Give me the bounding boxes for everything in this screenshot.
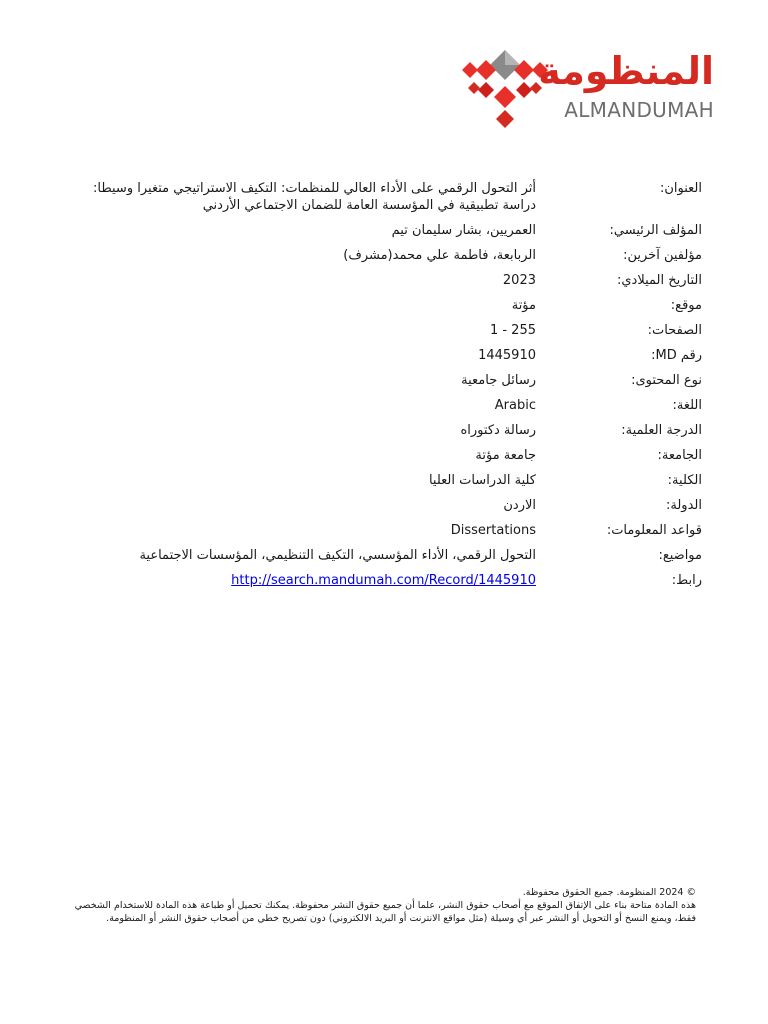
title-label: العنوان: bbox=[659, 181, 702, 196]
record-row-location bbox=[90, 297, 702, 314]
record-row-databases bbox=[90, 522, 702, 539]
record-row-title bbox=[90, 180, 702, 214]
location-value: مؤتة bbox=[511, 298, 536, 313]
link-value-cell bbox=[90, 572, 536, 589]
pages-value: 1 - 255 bbox=[489, 323, 536, 338]
faculty-value: كلية الدراسات العليا bbox=[428, 473, 536, 488]
title-value: أثر التحول الرقمي على الأداء العالي للمنظمات: التكيف الاستراتيجي متغيرا وسيطا: دراسة تطبيقية في المؤسسة العامة للضمان الاجتماعي الأردني bbox=[93, 181, 536, 213]
record-link[interactable]: http://search.mandumah.com/Record/1445910 bbox=[231, 573, 536, 588]
copyright-footer bbox=[54, 886, 696, 925]
subjects-value: التحول الرقمي، الأداء المؤسسي، التكيف التنظيمي، المؤسسات الاجتماعية bbox=[139, 548, 536, 563]
country-value: الاردن bbox=[503, 498, 536, 513]
logo-arabic-wordmark: المنظومة bbox=[538, 49, 714, 93]
record-row-link bbox=[90, 572, 702, 589]
record-row-degree bbox=[90, 422, 702, 439]
degree-value: رسالة دكتوراه bbox=[460, 423, 536, 438]
record-row-language bbox=[90, 397, 702, 414]
degree-label: الدرجة العلمية: bbox=[621, 423, 702, 438]
databases-label: قواعد المعلومات: bbox=[606, 523, 702, 538]
language-label: اللغة: bbox=[672, 398, 702, 413]
rights-notice-text: هذه المادة متاحة بناء على الإتفاق الموقع مع أصحاب حقوق النشر، علما أن جميع حقوق النشر محفوظة. يمكنك تحميل أو طباعة هذه المادة للاستخدام الشخصي فقط، ويمنع النسخ أو التحويل أو النشر عبر أي وسيلة (مثل مواقع الانترنت أو البريد الالكتروني) دون تصريح خطي من أصحاب حقوق النشر أو المنظومة. bbox=[74, 900, 696, 924]
university-value: جامعة مؤتة bbox=[475, 448, 536, 463]
subjects-label: مواضيع: bbox=[658, 548, 702, 563]
record-row-author bbox=[90, 222, 702, 239]
md-label: رقم MD: bbox=[651, 348, 702, 363]
pages-label: الصفحات: bbox=[647, 323, 702, 338]
content-type-label: نوع المحتوى: bbox=[631, 373, 702, 388]
md-value: 1445910 bbox=[478, 348, 536, 363]
record-row-faculty bbox=[90, 472, 702, 489]
other-authors-value: الربابعة، فاطمة علي محمد(مشرف) bbox=[343, 248, 536, 263]
author-label: المؤلف الرئيسي: bbox=[609, 223, 702, 238]
record-row-date bbox=[90, 272, 702, 289]
author-value: العمريين، بشار سليمان تيم bbox=[391, 223, 536, 238]
country-label: الدولة: bbox=[666, 498, 702, 513]
record-row-university bbox=[90, 447, 702, 464]
language-value: Arabic bbox=[494, 398, 536, 413]
location-label: موقع: bbox=[670, 298, 702, 313]
copyright-text: © 2024 المنظومة. جميع الحقوق محفوظة. bbox=[522, 887, 696, 898]
link-label: رابط: bbox=[671, 573, 702, 588]
record-row-md bbox=[90, 347, 702, 364]
other-authors-label: مؤلفين آخرين: bbox=[623, 248, 702, 263]
record-row-subjects bbox=[90, 547, 702, 564]
almandumah-logo bbox=[456, 46, 718, 130]
university-label: الجامعة: bbox=[657, 448, 702, 463]
date-value: 2023 bbox=[502, 273, 536, 288]
record-details bbox=[90, 180, 702, 597]
pages-value-cell bbox=[90, 322, 536, 339]
record-row-other-authors bbox=[90, 247, 702, 264]
logo-latin-wordmark: ALMANDUMAH bbox=[564, 98, 714, 122]
faculty-label: الكلية: bbox=[667, 473, 702, 488]
content-type-value: رسائل جامعية bbox=[461, 373, 536, 388]
record-row-country bbox=[90, 497, 702, 514]
date-label: التاريخ الميلادي: bbox=[617, 273, 702, 288]
databases-value: Dissertations bbox=[450, 523, 536, 538]
record-row-content-type bbox=[90, 372, 702, 389]
record-row-pages bbox=[90, 322, 702, 339]
